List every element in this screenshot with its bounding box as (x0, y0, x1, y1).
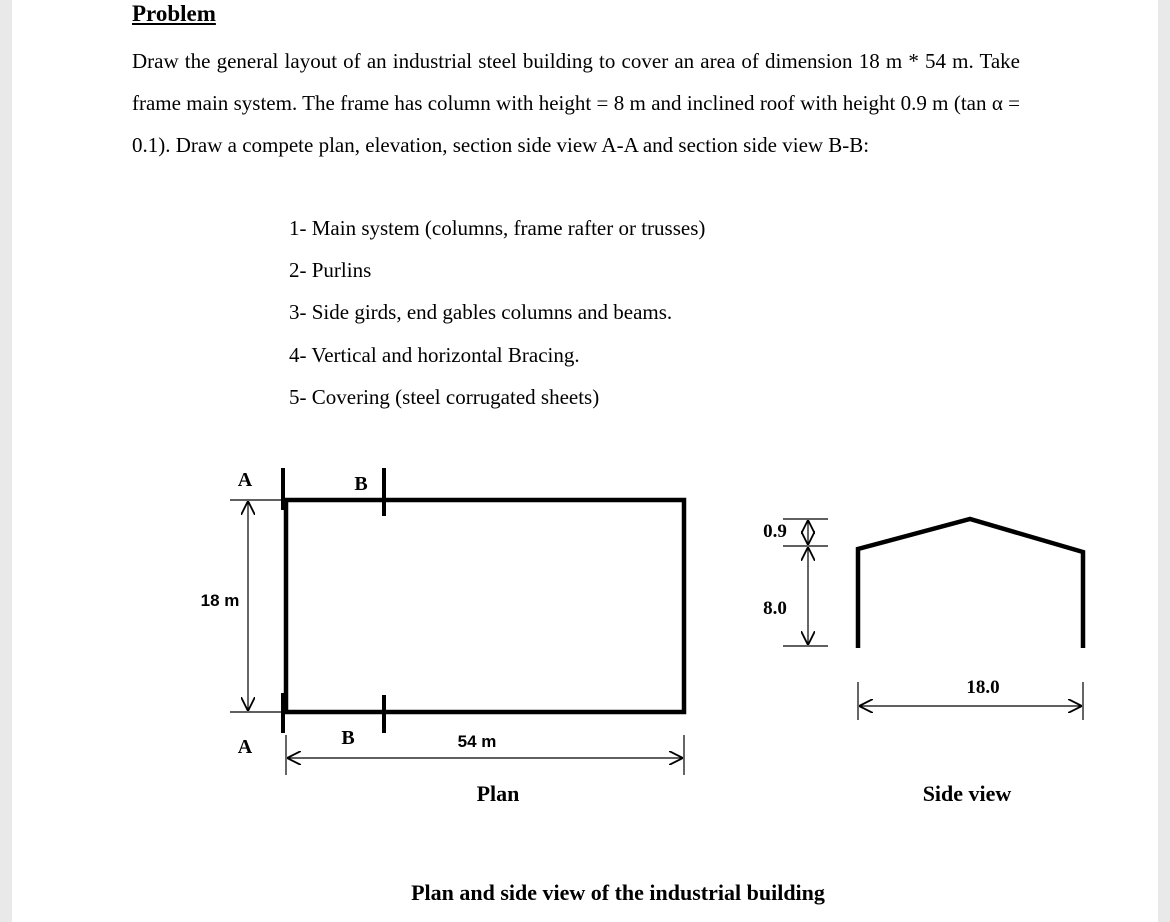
side-view (763, 519, 1083, 806)
side-view-caption: Side view (922, 781, 1012, 806)
list-item: 4- Vertical and horizontal Bracing. (289, 342, 580, 367)
list-item: 1- Main system (columns, frame rafter or trusses) (289, 216, 706, 240)
length-label: 54 m (457, 732, 497, 751)
list-item: 2- Purlins (289, 258, 372, 283)
plan-view (190, 468, 684, 806)
section-b-label-bottom: B (341, 727, 355, 749)
column-height-label: 8.0 (763, 598, 787, 619)
portal-frame (858, 519, 1083, 648)
section-a-label-bottom: A (237, 736, 253, 758)
list-item: 5- Covering (steel corrugated sheets) (289, 384, 600, 409)
span-label: 18.0 (966, 677, 1000, 698)
plan-outline (286, 500, 684, 712)
figure-caption: Plan and side view of the industrial building (411, 880, 825, 905)
plan-caption: Plan (476, 781, 520, 806)
section-a-label-top: A (237, 469, 253, 491)
section-b-label-top: B (354, 473, 368, 495)
list-item: 3- Side girds, end gables columns and beams. (289, 300, 673, 325)
problem-statement: Draw the general layout of an industrial steel building to cover an area of dimension 18 m * 54 m. Take frame main system. The frame has column with height = 8 m and inclined roof with height 0.9 m (tan α = 0.1). Draw a compete plan, elevation, section side view A-A and section side view B-B: (132, 49, 1020, 157)
problem-heading: Problem (132, 1, 216, 26)
roof-rise-label: 0.9 (763, 521, 787, 542)
width-label: 18 m (200, 591, 240, 610)
